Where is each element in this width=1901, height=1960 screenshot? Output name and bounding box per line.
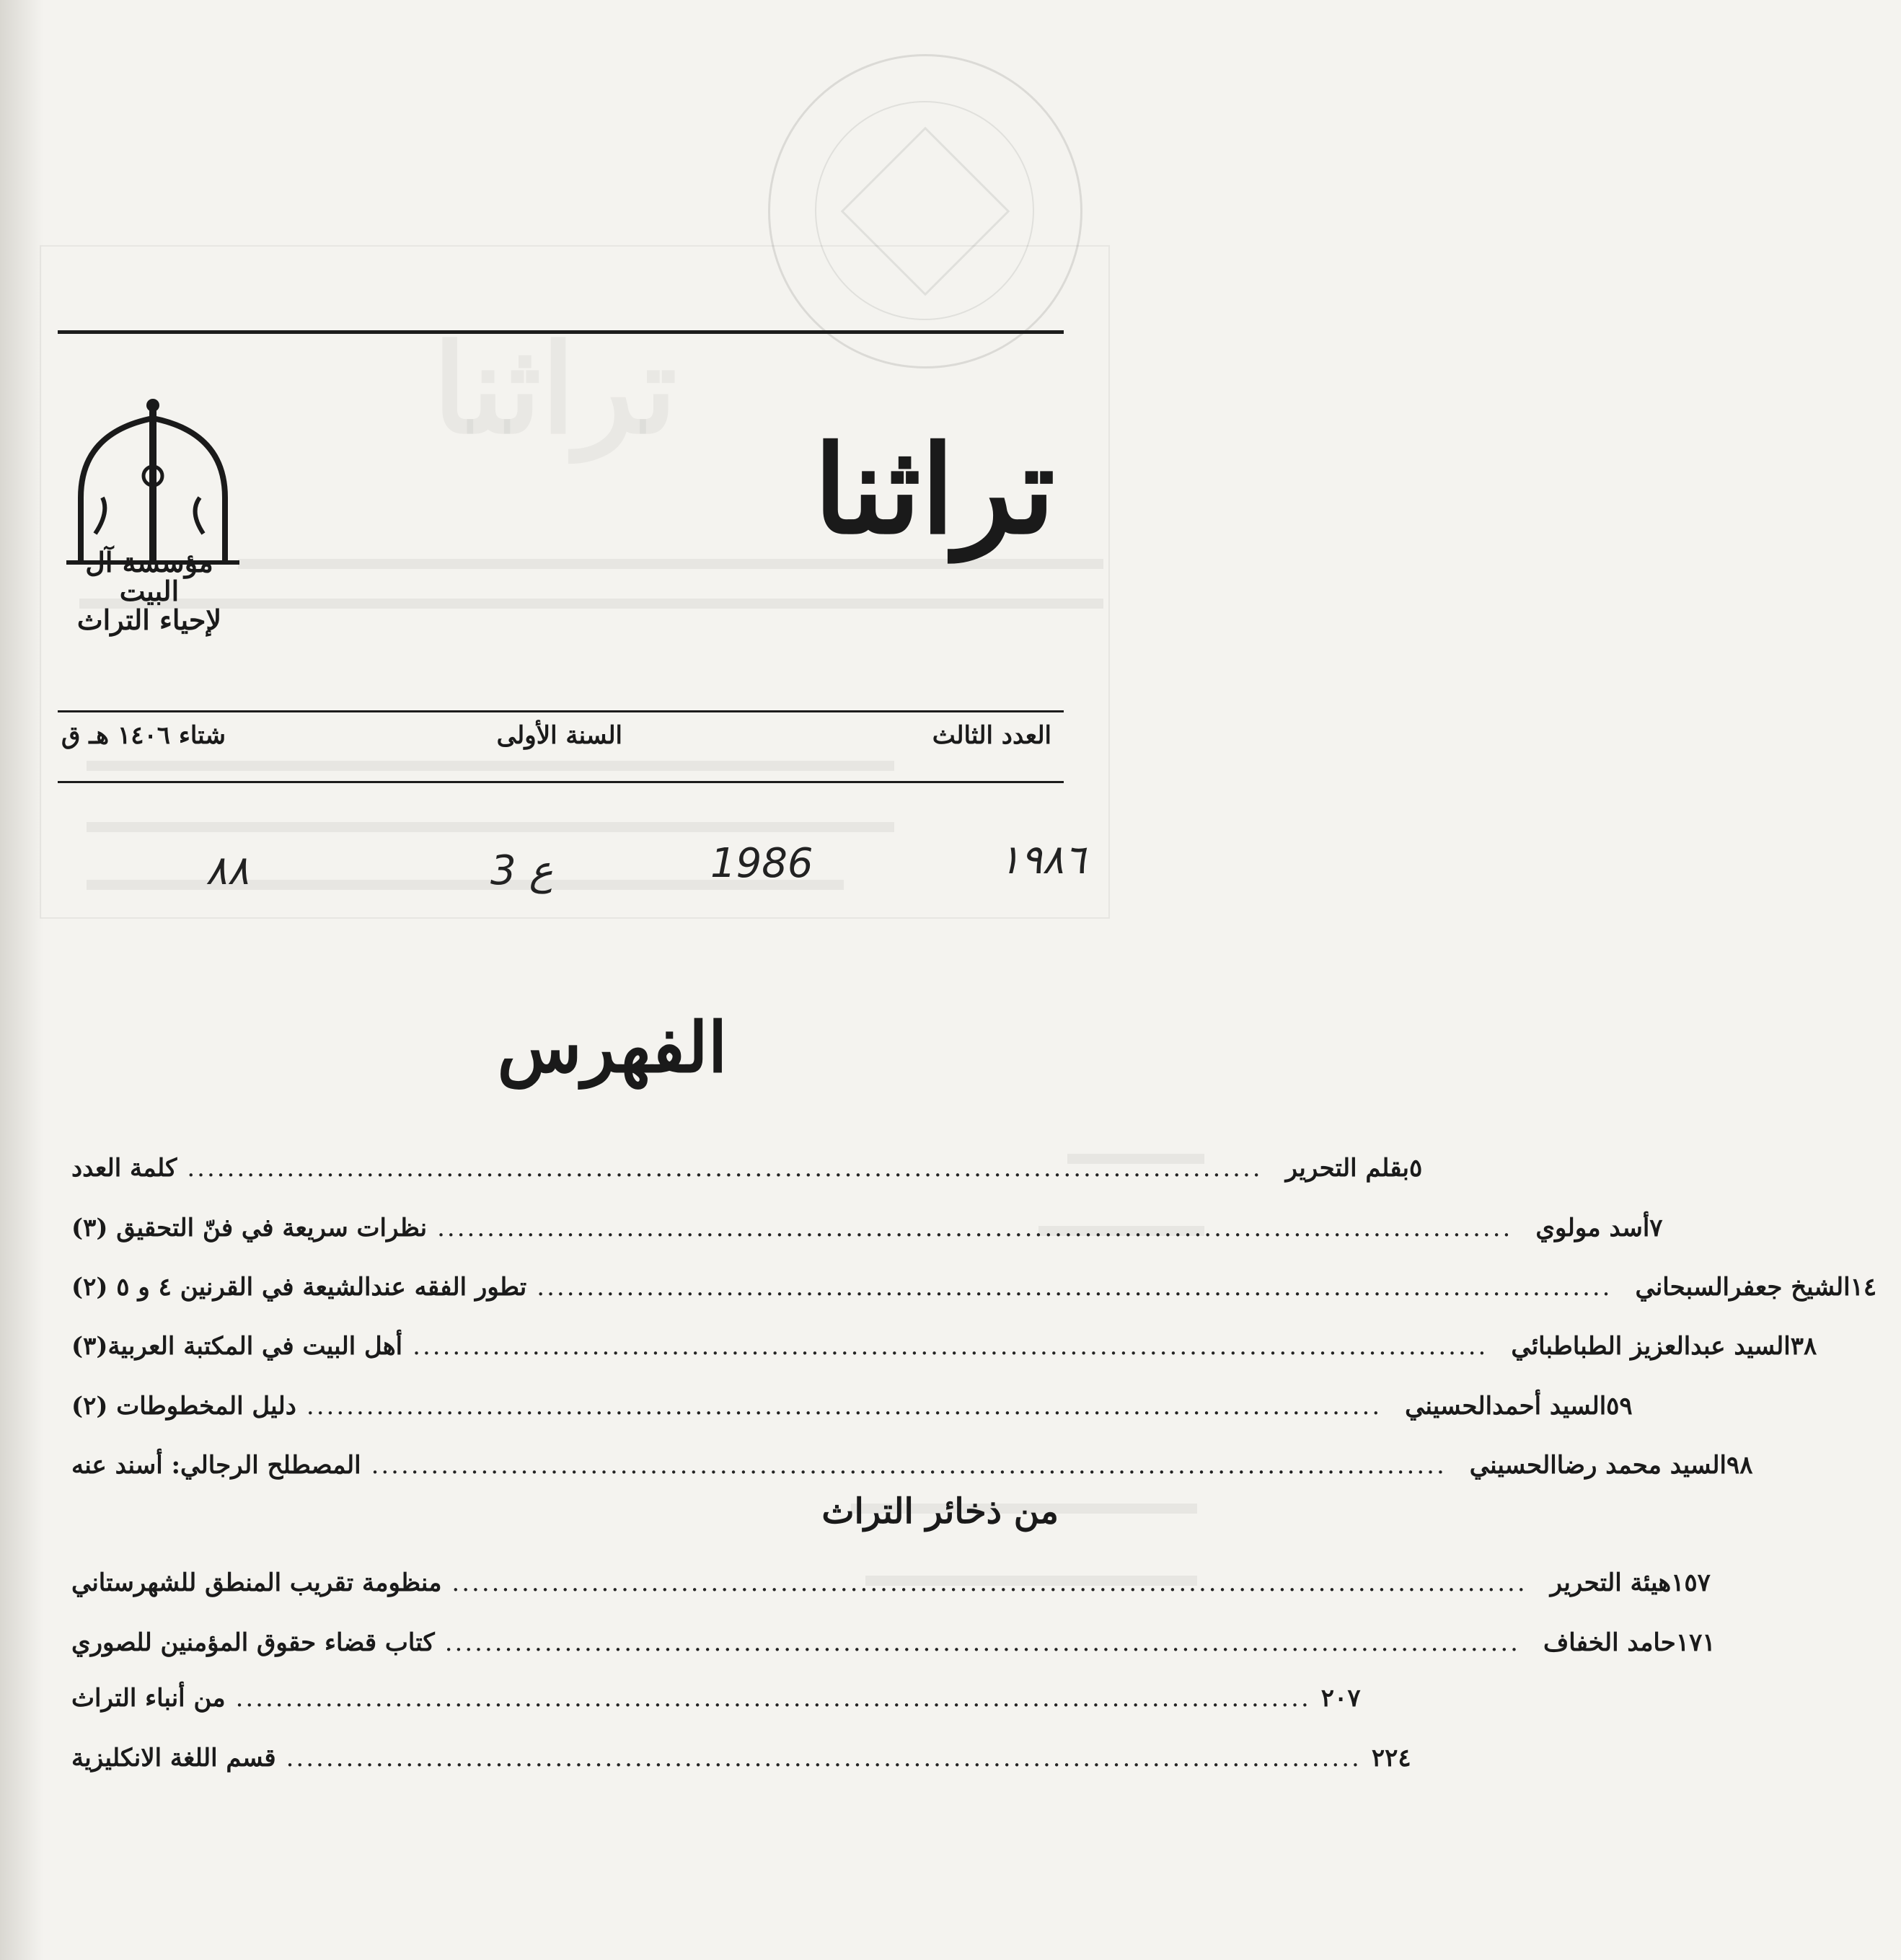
toc-entry-author: السيد عبدالعزيز الطباطبائي <box>1511 1332 1791 1361</box>
dot-leader: ............................................................................................................ <box>437 1214 1513 1242</box>
toc-entry-title: منظومة تقريب المنطق للشهرستاني <box>71 1568 442 1597</box>
toc-entry[interactable] <box>61 1744 1411 1781</box>
toc-entry-page: ٧ <box>1649 1214 1663 1242</box>
toc-subentry[interactable] <box>61 1568 1711 1606</box>
dot-leader: ............................................................................................................ <box>451 1568 1527 1597</box>
toc-entry-author: بقلم التحرير <box>1285 1154 1409 1183</box>
handwritten-year-gregorian: 1986 <box>710 840 813 887</box>
toc-entry-author: الشيخ جعفرالسبحاني <box>1635 1273 1851 1302</box>
publisher-logo-line: لإحياء التراث <box>76 603 222 636</box>
toc-entry-page: ٥٩ <box>1606 1392 1633 1421</box>
handwritten-year-alt: ١٩٨٦ <box>999 836 1086 883</box>
journal-title: تراثنا <box>813 418 1055 561</box>
bleed-through-line <box>87 822 894 832</box>
toc-entry-title: كلمة العدد <box>71 1154 177 1183</box>
header-top-rule <box>58 330 1064 334</box>
dot-leader: ............................................................................................................ <box>444 1628 1520 1657</box>
toc-entry-title: من أنباء التراث <box>71 1684 226 1713</box>
toc-entry-page: ٢٢٤ <box>1371 1744 1411 1773</box>
toc-entry-page: ١٧١ <box>1675 1628 1716 1657</box>
handwritten-page-count: ٨٨ <box>206 847 250 894</box>
dot-leader: ............................................................................................................ <box>537 1273 1613 1302</box>
toc-entry-page: ٢٠٧ <box>1320 1684 1361 1713</box>
bleed-through-title <box>433 317 677 462</box>
toc-entry[interactable] <box>61 1392 1633 1429</box>
toc-entry-page: ٩٨ <box>1726 1451 1753 1480</box>
issue-band-bottom-rule <box>58 781 1064 783</box>
page-edge-shadow <box>0 0 43 1960</box>
toc-entry-author: السيد أحمدالحسيني <box>1405 1392 1607 1421</box>
toc-entry[interactable] <box>61 1154 1423 1191</box>
toc-entry-title: دليل المخطوطات (٢) <box>71 1392 296 1421</box>
issue-band-top-rule <box>58 710 1064 712</box>
toc-entry-author: أسد مولوي <box>1535 1214 1650 1242</box>
publisher-logo-text <box>52 548 247 635</box>
toc-subentry[interactable] <box>61 1628 1716 1666</box>
toc-entry[interactable] <box>61 1451 1753 1488</box>
toc-entry-title: المصطلح الرجالي: أسند عنه <box>71 1451 361 1480</box>
toc-entry-page: ١٤ <box>1850 1273 1877 1302</box>
toc-entry-page: ١٥٧ <box>1671 1568 1711 1597</box>
dot-leader: ............................................................................................................ <box>413 1332 1488 1361</box>
toc-entry[interactable] <box>61 1332 1817 1369</box>
toc-entry-author: السيد محمد رضاالحسيني <box>1469 1451 1726 1480</box>
dot-leader: ............................................................................................................ <box>187 1154 1263 1183</box>
toc-entry[interactable] <box>61 1273 1877 1310</box>
toc-entry-title: قسم اللغة الانكليزية <box>71 1744 276 1773</box>
toc-entry-title: نظرات سريعة في فنّ التحقيق (٣) <box>71 1214 428 1242</box>
toc-entry[interactable] <box>61 1214 1663 1251</box>
toc-entry-page: ٣٨ <box>1790 1332 1817 1361</box>
dot-leader: ............................................................................................................ <box>306 1392 1382 1421</box>
toc-entry-title: تطور الفقه عندالشيعة في القرنين ٤ و ٥ (٢) <box>71 1273 527 1302</box>
dot-leader: ............................................................................................................ <box>371 1451 1447 1480</box>
issue-number: العدد الثالث <box>932 721 1051 750</box>
toc-entry[interactable] <box>61 1684 1361 1721</box>
index-title: الفهرس <box>497 1007 728 1088</box>
issue-season: شتاء ١٤٠٦ هـ ق <box>61 721 226 750</box>
dot-leader: ............................................................................................................ <box>235 1684 1311 1713</box>
toc-entry-author: هيئة التحرير <box>1550 1568 1672 1597</box>
handwritten-issue: 3 ع <box>490 847 553 894</box>
publisher-logo-line: مؤسسة آل البيت <box>85 546 213 607</box>
section-heading: من ذخائر التراث <box>821 1491 1059 1532</box>
toc-entry-page: ٥ <box>1408 1154 1423 1183</box>
issue-year: السنة الأولى <box>496 721 622 750</box>
dot-leader: ............................................................................................................ <box>286 1744 1362 1773</box>
bleed-through-line <box>87 761 894 771</box>
toc-entry-author: حامد الخفاف <box>1543 1628 1676 1657</box>
toc-entry-title: كتاب قضاء حقوق المؤمنين للصوري <box>71 1628 435 1657</box>
toc-entry-title: أهل البيت في المكتبة العربية(٣) <box>71 1332 403 1361</box>
